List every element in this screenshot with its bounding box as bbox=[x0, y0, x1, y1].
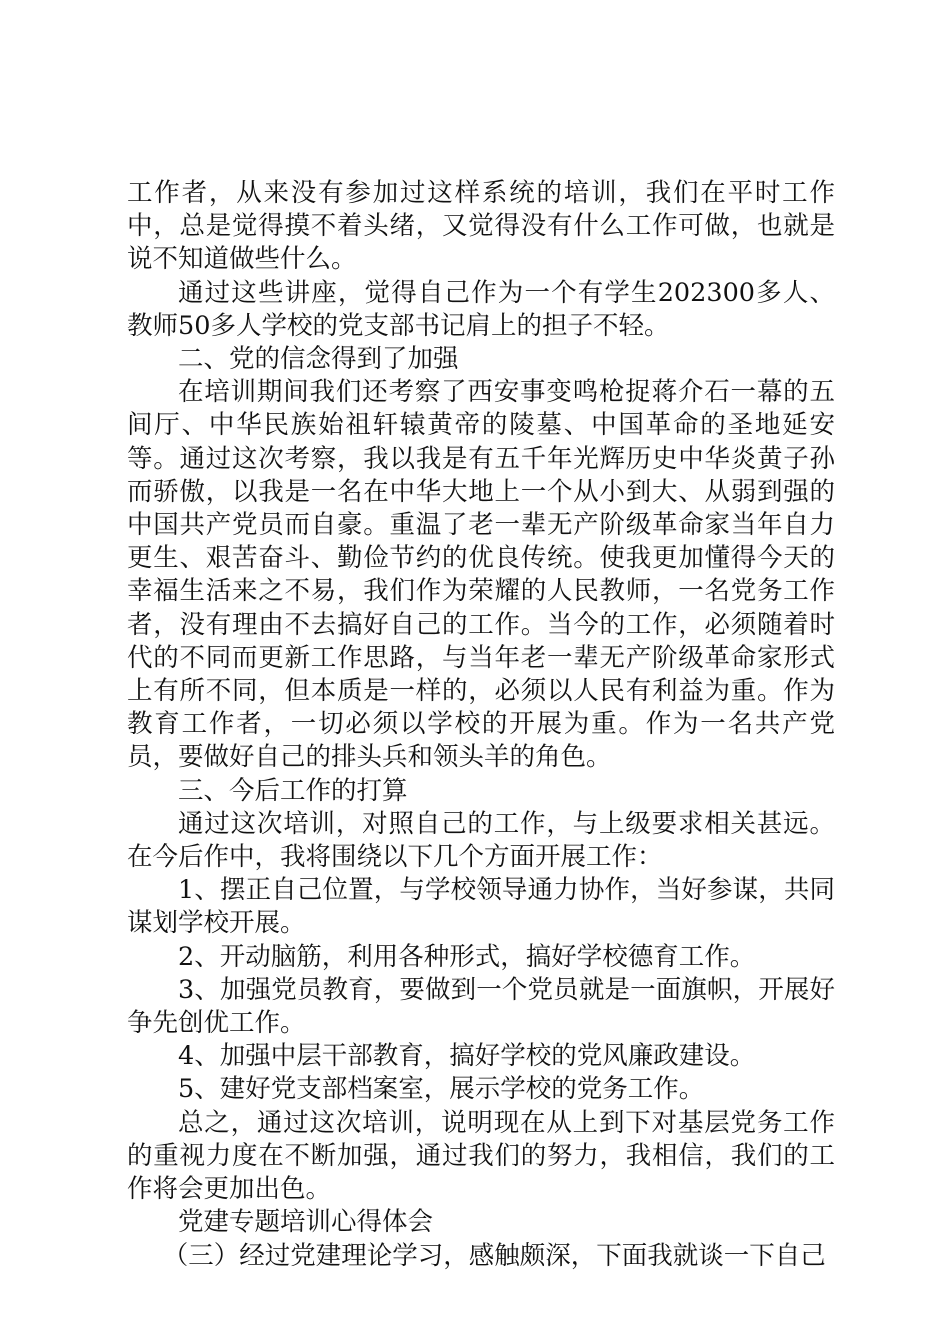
list-item-2: 2、开动脑筋，利用各种形式，搞好学校德育工作。 bbox=[178, 941, 756, 972]
paragraph-lectures: 通过这些讲座，觉得自己作为一个有学生202300多人、教师50多人学校的党支部书记肩上的担子不轻。 bbox=[127, 277, 835, 341]
list-item-3: 3、加强党员教育，要做到一个党员就是一面旗帜，开展好争先创优工作。 bbox=[127, 974, 835, 1039]
paragraph-study-tour: 在培训期间我们还考察了西安事变鸣枪捉蒋介石一幕的五间厅、中华民族始祖轩辕黄帝的陵墓、中国革命的圣地延安等。通过这次考察，我以我是有五千年光辉历史中华炎黄子孙而骄傲，以我是一名在中华大地上一个从小到大、从弱到强的中国共产党员而自豪。重温了老一辈无产阶级革命家当年自力更生、艰苦奋斗、勤俭节约的优良传统。使我更加懂得今天的幸福生活来之不易，我们作为荣耀的人民教师，一名党务工作者，没有理由不去搞好自己的工作。当今的工作，必须随着时代的不同而更新工作思路，与当年老一辈无产阶级革命家形式上有所不同，但本质是一样的，必须以人民有利益为重。作为教育工作者，一切必须以学校的开展为重。作为一名共产党员，要做好自己的排头兵和领头羊的角色。 bbox=[127, 377, 835, 773]
section-heading-2: 二、党的信念得到了加强 bbox=[178, 344, 459, 375]
list-item-5: 5、建好党支部档案室，展示学校的党务工作。 bbox=[178, 1074, 705, 1105]
paragraph-future-plans: 通过这次培训，对照自己的工作，与上级要求相关甚远。在今后作中，我将围绕以下几个方面开展工作： bbox=[127, 808, 835, 873]
document-subtitle: 党建专题培训心得体会 bbox=[178, 1207, 434, 1238]
list-item-4: 4、加强中层干部教育，搞好学校的党风廉政建设。 bbox=[178, 1041, 756, 1072]
paragraph-intro-continued: 工作者，从来没有参加过这样系统的培训，我们在平时工作中，总是觉得摸不着头绪，又觉得没有什么工作可做，也就是说不知道做些什么。 bbox=[127, 178, 835, 275]
list-item-1: 1、摆正自己位置，与学校领导通力协作，当好参谋，共同谋划学校开展。 bbox=[127, 875, 835, 939]
paragraph-part-three-start: （三）经过党建理论学习，感触颇深，下面我就谈一下自己 bbox=[162, 1240, 826, 1271]
document-body bbox=[127, 177, 835, 1273]
section-heading-3: 三、今后工作的打算 bbox=[178, 775, 408, 806]
paragraph-conclusion: 总之，通过这次培训，说明现在从上到下对基层党务工作的重视力度在不断加强，通过我们的努力，我相信，我们的工作将会更加出色。 bbox=[127, 1107, 835, 1205]
